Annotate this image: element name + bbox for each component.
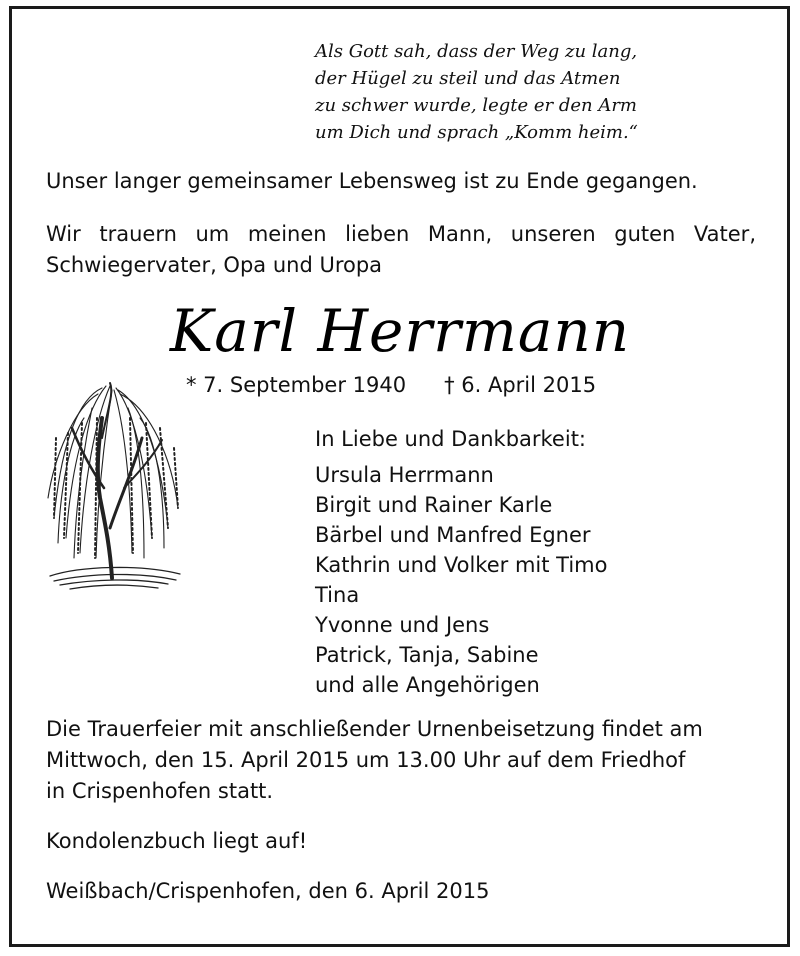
family-member: Birgit und Rainer Karle bbox=[315, 493, 553, 517]
family-member: Ursula Herrmann bbox=[315, 463, 494, 487]
poem-line: um Dich und sprach „Komm heim.“ bbox=[315, 122, 638, 143]
poem-line: Als Gott sah, dass der Weg zu lang, bbox=[315, 41, 638, 62]
family-member: Patrick, Tanja, Sabine bbox=[315, 643, 539, 667]
death-date: † 6. April 2015 bbox=[444, 373, 597, 397]
family-member: Bärbel und Manfred Egner bbox=[315, 523, 591, 547]
birth-date: * 7. September 1940 bbox=[186, 373, 407, 397]
mourning-line-1: Wir trauern um meinen lieben Mann, unseren guten Vater, bbox=[46, 222, 756, 246]
family-member: und alle Angehörigen bbox=[315, 673, 540, 697]
poem-line: zu schwer wurde, legte er den Arm bbox=[315, 95, 637, 116]
poem bbox=[315, 38, 638, 146]
family-member: Yvonne und Jens bbox=[315, 613, 490, 637]
poem-line: der Hügel zu steil und das Atmen bbox=[315, 68, 621, 89]
funeral-line-3: in Crispenhofen statt. bbox=[46, 779, 274, 803]
life-dates bbox=[186, 370, 596, 401]
deceased-name: Karl Herrmann bbox=[169, 297, 631, 365]
family-member: Tina bbox=[315, 583, 360, 607]
mourning-line-2: Schwiegervater, Opa und Uropa bbox=[46, 253, 383, 277]
family-member: Kathrin und Volker mit Timo bbox=[315, 553, 608, 577]
family-heading: In Liebe und Dankbarkeit: bbox=[315, 427, 587, 451]
condolence-note: Kondolenzbuch liegt auf! bbox=[46, 829, 308, 853]
funeral-line-1: Die Trauerfeier mit anschließender Urnenbeisetzung findet am bbox=[46, 717, 703, 741]
family-list bbox=[315, 424, 607, 700]
weeping-willow-icon bbox=[40, 378, 190, 593]
funeral-line-2: Mittwoch, den 15. April 2015 um 13.00 Uhr auf dem Friedhof bbox=[46, 748, 686, 772]
intro-text: Unser langer gemeinsamer Lebensweg ist zu Ende gegangen. bbox=[46, 169, 698, 193]
place-date: Weißbach/Crispenhofen, den 6. April 2015 bbox=[46, 879, 490, 903]
